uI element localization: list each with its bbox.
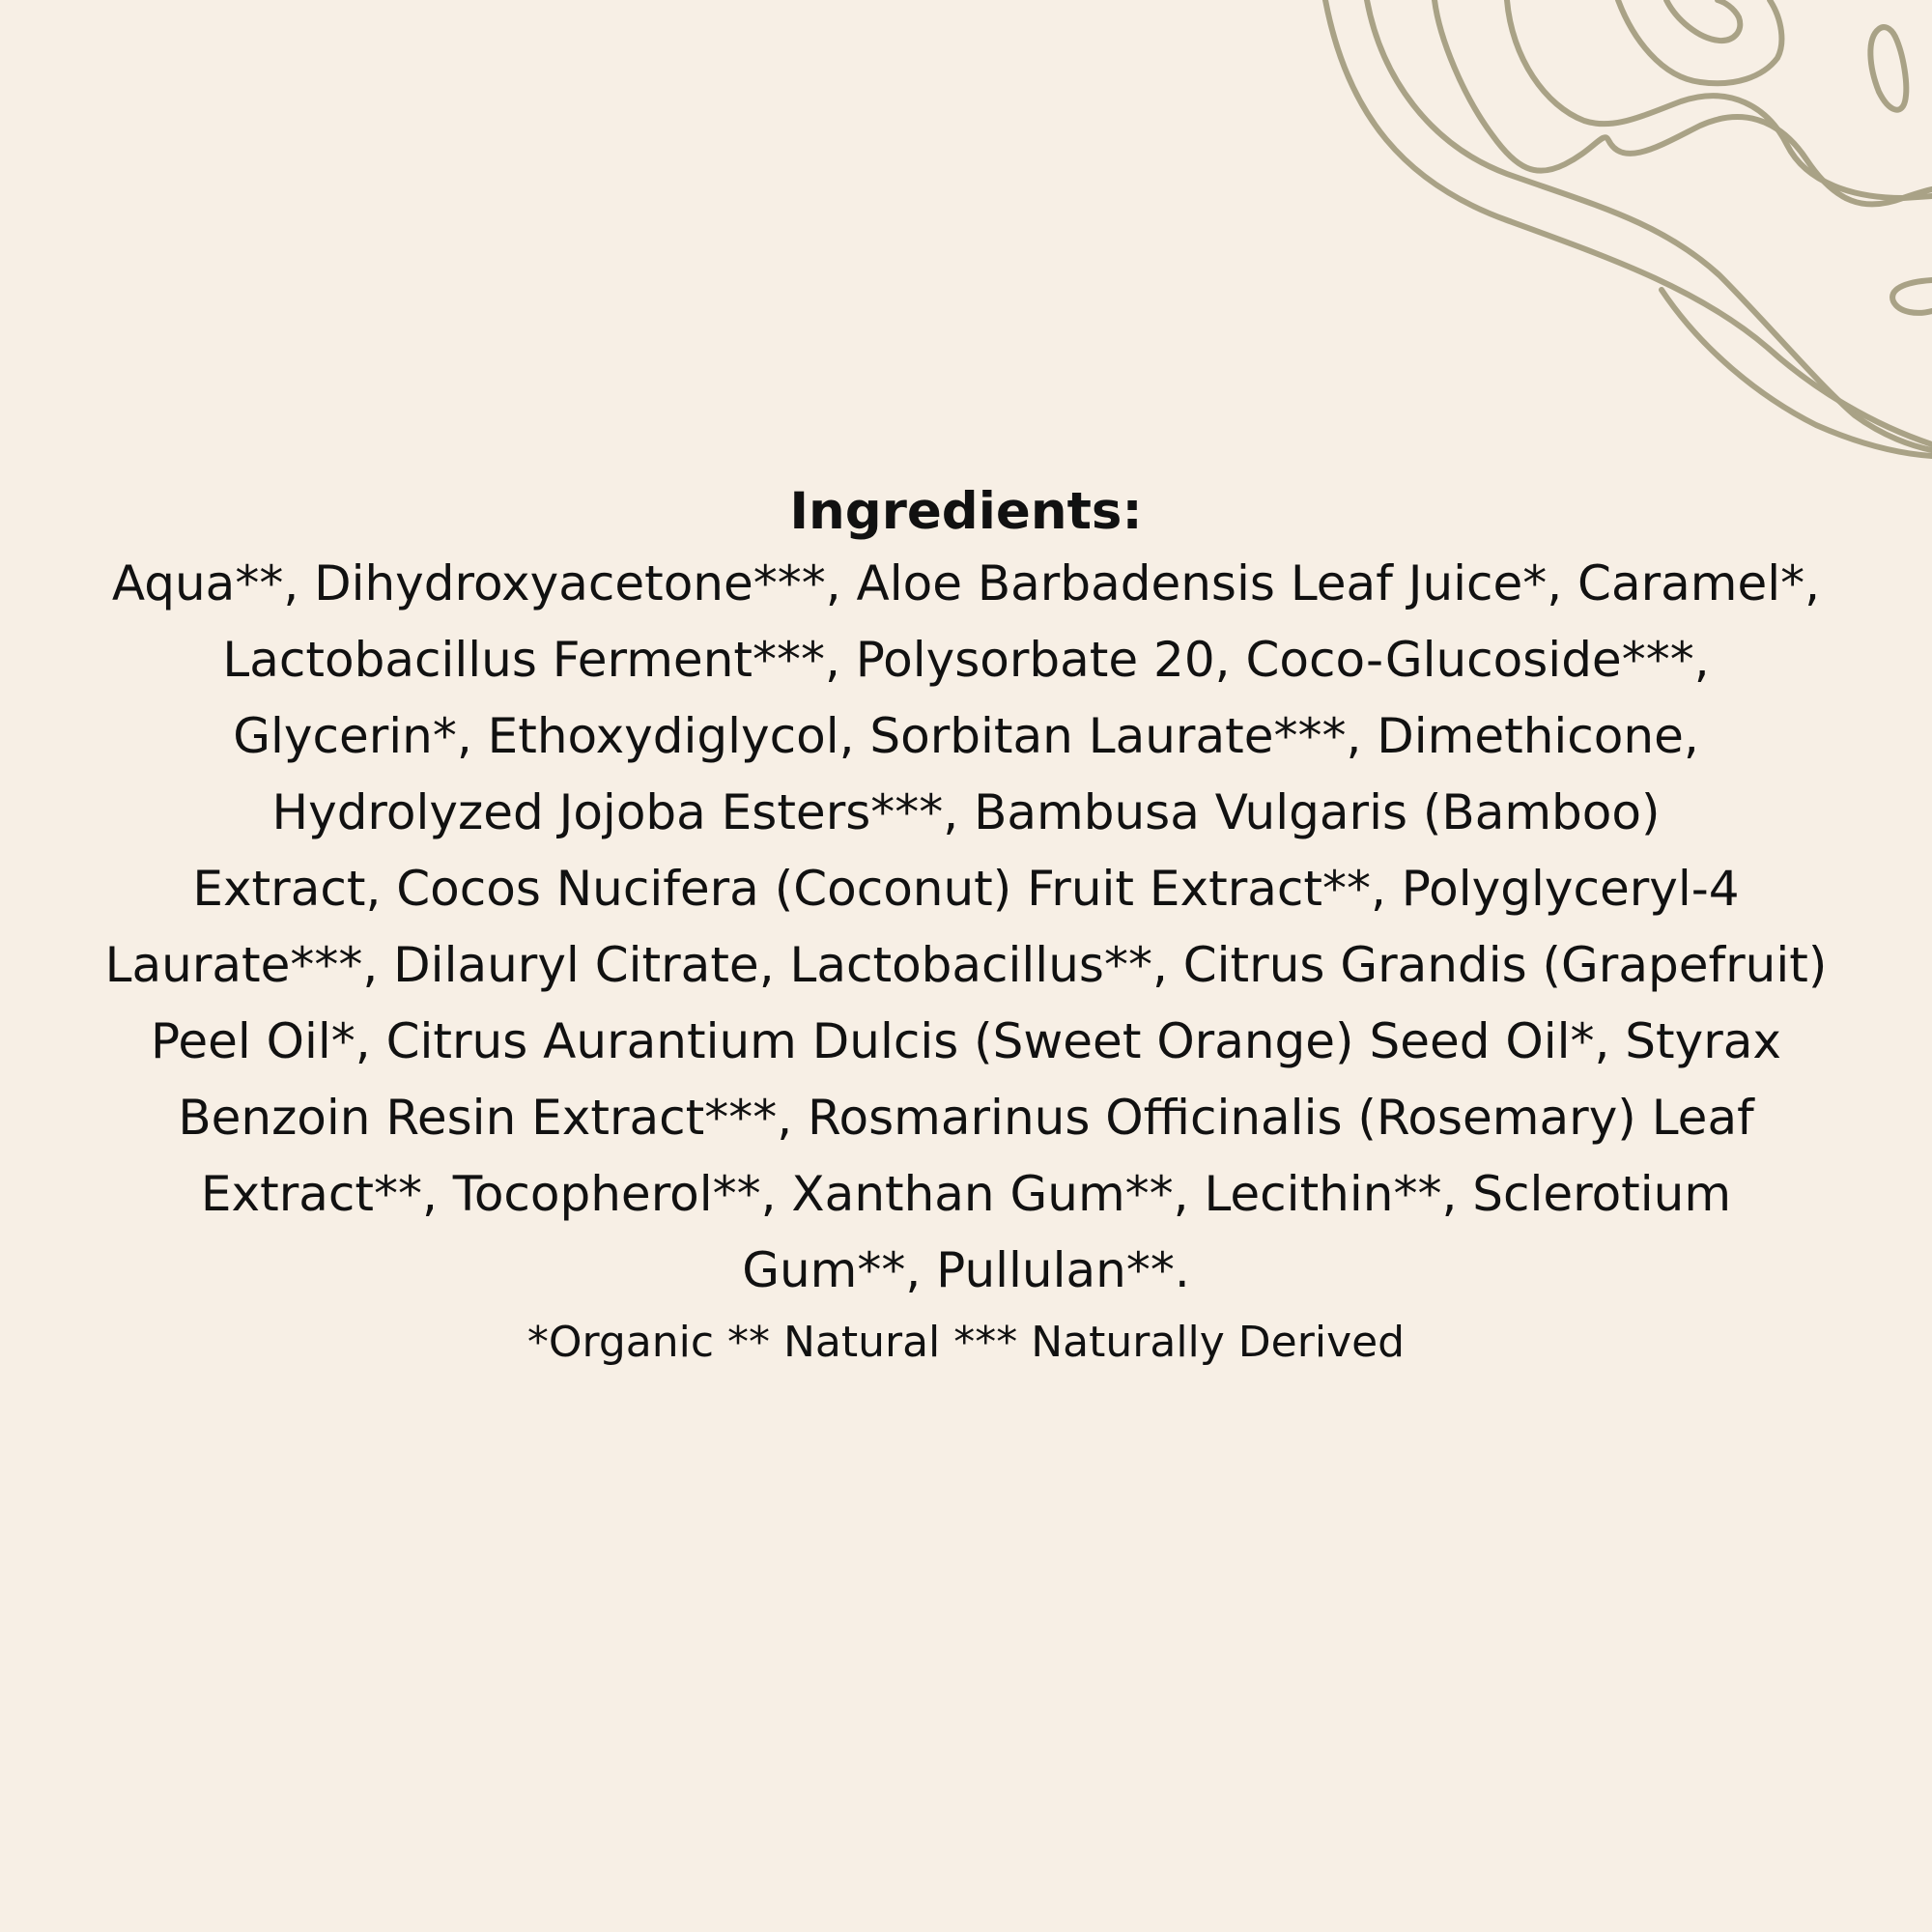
contour-line-edge <box>1662 290 1932 456</box>
contour-line-lower <box>1892 280 1932 313</box>
contour-line-2 <box>1367 0 1932 450</box>
ingredients-line: Gum**, Pullulan**. <box>742 1242 1190 1298</box>
ingredients-legend-footnote: *Organic ** Natural *** Naturally Derived <box>526 1318 1406 1367</box>
ingredients-line: Extract**, Tocopherol**, Xanthan Gum**, Lecithin**, Sclerotium <box>200 1166 1732 1222</box>
contour-line-5 <box>1618 0 1781 83</box>
contour-line-3 <box>1435 0 1932 205</box>
ingredients-line: Glycerin*, Ethoxydiglycol, Sorbitan Laurate***, Dimethicone, <box>233 708 1699 764</box>
contour-loop-small <box>1870 27 1906 110</box>
contour-line-4 <box>1507 0 1932 198</box>
contour-line-inner <box>1666 0 1740 41</box>
ingredients-line: Lactobacillus Ferment***, Polysorbate 20, Coco-Glucoside***, <box>222 632 1710 688</box>
ingredients-line: Extract, Cocos Nucifera (Coconut) Fruit Extract**, Polyglyceryl-4 <box>192 861 1740 917</box>
ingredients-list <box>53 546 1879 1309</box>
ingredients-line: Aqua**, Dihydroxyacetone***, Aloe Barbadensis Leaf Juice*, Caramel*, <box>111 555 1821 611</box>
ingredients-heading: Ingredients: <box>789 482 1143 541</box>
ingredients-line: Laurate***, Dilauryl Citrate, Lactobacillus**, Citrus Grandis (Grapefruit) <box>104 937 1828 993</box>
ingredients-panel <box>53 478 1879 1377</box>
contour-line-outer <box>1325 0 1932 444</box>
ingredients-line: Benzoin Resin Extract***, Rosmarinus Officinalis (Rosemary) Leaf <box>178 1090 1754 1146</box>
ingredients-line: Hydrolyzed Jojoba Esters***, Bambusa Vulgaris (Bamboo) <box>271 784 1661 840</box>
ingredients-line: Peel Oil*, Citrus Aurantium Dulcis (Sweet Orange) Seed Oil*, Styrax <box>150 1013 1781 1069</box>
